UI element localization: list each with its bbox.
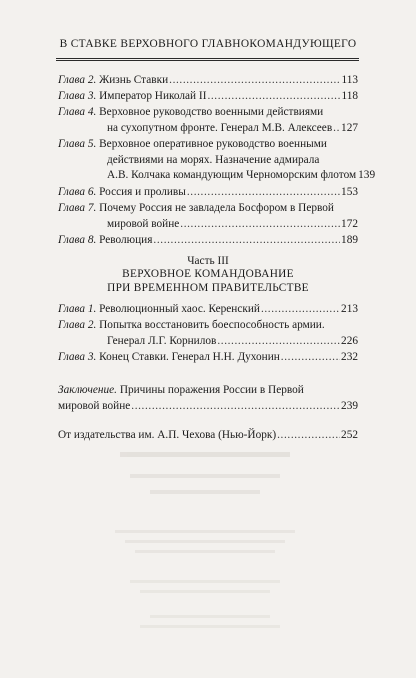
- chapter-title: Верховное оперативное руководство военными: [99, 138, 327, 150]
- chapter-label: Глава 2.: [58, 74, 97, 86]
- page-number: 189: [341, 234, 358, 246]
- toc-entry: [58, 185, 358, 201]
- toc-entry: [58, 137, 376, 184]
- chapter-title: Революционный хаос. Керенский: [99, 303, 260, 315]
- page-number: 213: [341, 303, 358, 315]
- page-number: 172: [341, 217, 358, 230]
- chapter-title: Император Николай II: [99, 90, 207, 102]
- toc-entry: [58, 233, 358, 249]
- show-through: [110, 440, 310, 640]
- header-rule-2: [56, 60, 359, 61]
- page-number: 226: [341, 334, 358, 347]
- chapter-title: Жизнь Ставки: [99, 74, 169, 86]
- toc-entry: [58, 350, 358, 366]
- chapter-title: Попытка восстановить боеспособность армии.: [99, 319, 325, 331]
- chapter-title-cont: Генерал Л.Г. Корнилов: [107, 334, 217, 347]
- chapter-label: Глава 8.: [58, 234, 97, 246]
- page-number: 153: [341, 186, 358, 198]
- toc-entry: [58, 201, 358, 232]
- chapter-title: Россия и проливы: [99, 186, 186, 198]
- page-number: 118: [341, 90, 358, 102]
- chapter-title-cont: действиями на морях. Назначение адмирала: [107, 153, 320, 166]
- part-label: Часть III: [187, 255, 229, 267]
- chapter-title: Революция: [99, 234, 153, 246]
- toc-entry: [58, 302, 358, 318]
- page-number: 232: [341, 351, 358, 363]
- toc-entry: [58, 73, 358, 89]
- part-heading: [0, 255, 416, 295]
- part-title: ПРИ ВРЕМЕННОМ ПРАВИТЕЛЬСТВЕ: [107, 281, 309, 294]
- chapter-label: Глава 5.: [58, 138, 97, 150]
- chapter-label: Глава 2.: [58, 319, 97, 331]
- page-number: 252: [341, 429, 358, 441]
- publisher-title: От издательства им. А.П. Чехова (Нью-Йорк): [58, 429, 277, 441]
- conclusion-title: Причины поражения России в Первой: [119, 384, 304, 396]
- running-header: В СТАВКЕ ВЕРХОВНОГО ГЛАВНОКОМАНДУЮЩЕГО: [59, 38, 357, 50]
- toc-entry: [58, 318, 358, 349]
- toc-entry-conclusion: [58, 383, 358, 414]
- chapter-label: Глава 7.: [58, 202, 97, 214]
- conclusion-title-cont: мировой войне: [58, 399, 131, 412]
- chapter-title: Почему Россия не завладела Босфором в Первой: [99, 202, 334, 214]
- chapter-label: Глава 4.: [58, 106, 97, 118]
- part-title: ВЕРХОВНОЕ КОМАНДОВАНИЕ: [122, 268, 294, 281]
- chapter-label: Глава 3.: [58, 351, 97, 363]
- chapter-title-cont: на сухопутном фронте. Генерал М.В. Алексеев: [107, 121, 333, 134]
- chapter-label: Глава 3.: [58, 90, 97, 102]
- chapter-title-cont: мировой войне: [107, 217, 180, 230]
- chapter-label: Глава 6.: [58, 186, 97, 198]
- toc-entry: [58, 105, 358, 136]
- page-number: 139: [358, 169, 376, 182]
- page-number: 127: [341, 121, 358, 134]
- conclusion-label: Заключение.: [58, 384, 117, 396]
- chapter-title: Конец Ставки. Генерал Н.Н. Духонин: [99, 351, 280, 363]
- page-number: 239: [341, 399, 358, 412]
- chapter-label: Глава 1.: [58, 303, 97, 315]
- header-rule: [56, 58, 359, 59]
- chapter-title: Верховное руководство военными действиями: [99, 106, 324, 118]
- chapter-title-cont: А.В. Колчака командующим Черноморским флотом: [107, 169, 357, 182]
- page-number: 113: [341, 74, 358, 86]
- toc-entry: [58, 89, 358, 105]
